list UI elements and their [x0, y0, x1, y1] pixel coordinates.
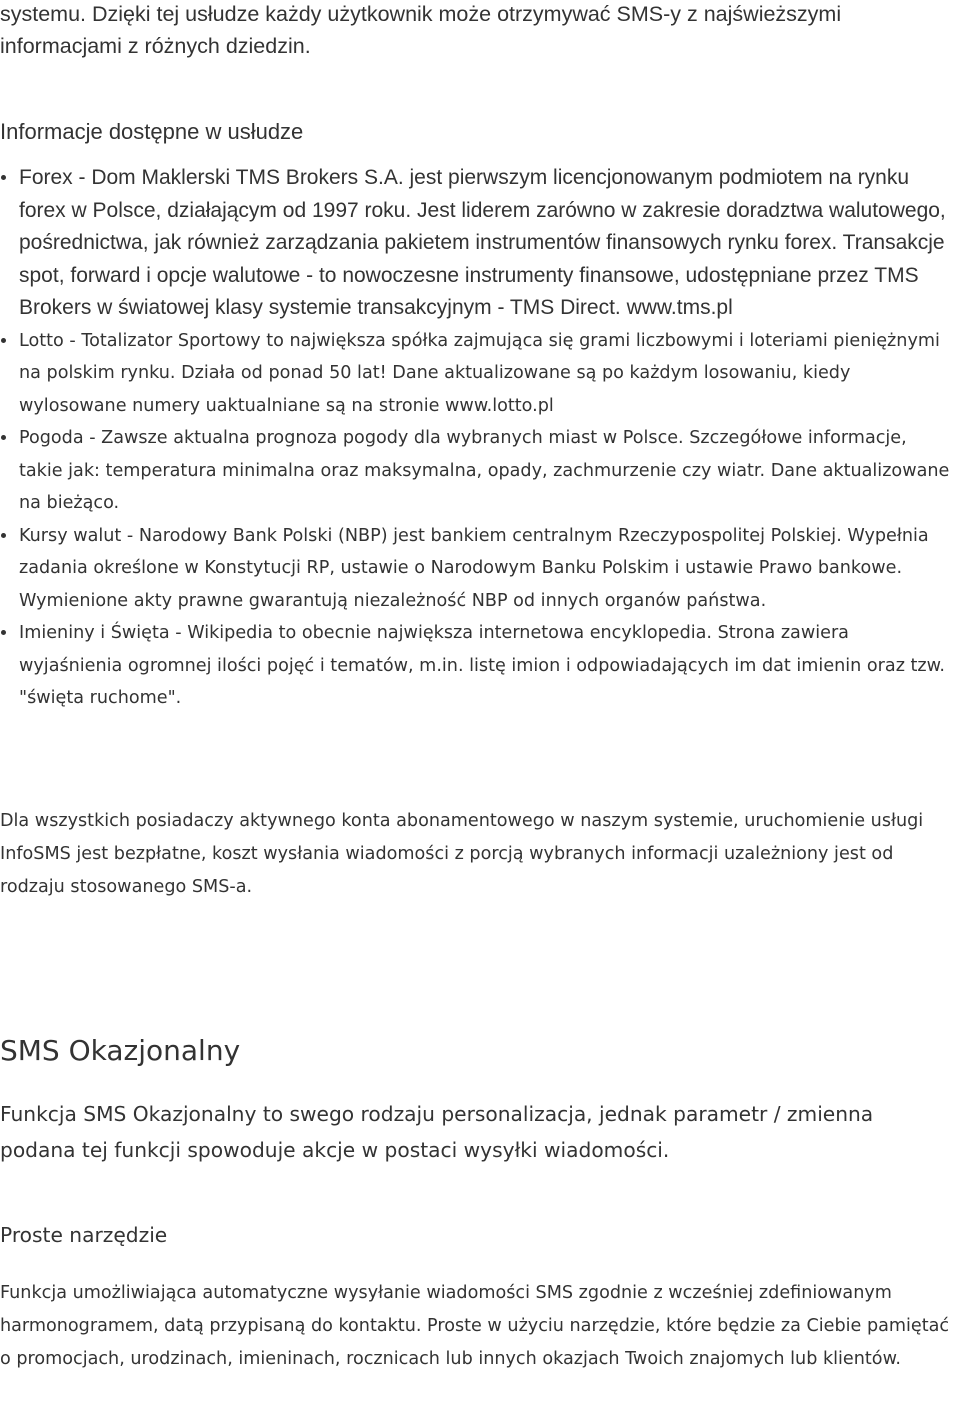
- bullet-icon: [1, 533, 6, 538]
- list-item-kursy-walut: [0, 520, 950, 618]
- proste-narzedzie-text: Funkcja umożliwiająca automatyczne wysyłanie wiadomości SMS zgodnie z wcześniej zdefiniowanym harmonogramem, datą przypisaną do kontaktu. Proste w użyciu narzędzie, które będzie za Ciebie pamiętać o promocjach, urodzinach, imieninach, rocznicach lub innych okazjach Twoich znajomych lub klientów.: [0, 1283, 950, 1369]
- list-item-text: Kursy walut - Narodowy Bank Polski (NBP) jest bankiem centralnym Rzeczypospolitej Polskiej. Wypełnia zadania określone w Konstytucji RP, ustawie o Narodowym Banku Polskim i ustawie Prawo bankowe. Wymienione akty prawne gwarantują niezależność NBP od innych organów państwa.: [19, 525, 929, 611]
- sms-okazjonalny-lead: Funkcja SMS Okazjonalny to swego rodzaju personalizacja, jednak parametr / zmienna podana tej funkcji spowoduje akcje w postaci wysyłki wiadomości.: [0, 1102, 874, 1162]
- list-item-text: Lotto - Totalizator Sportowy to największa spółka zajmująca się grami liczbowymi i loteriami pieniężnymi na polskim rynku. Działa od ponad 50 lat! Dane aktualizowane są po każdym losowaniu, kiedy wylosowane numery uaktualniane są na stronie www.lotto.pl: [19, 330, 940, 416]
- proste-narzedzie-title: Proste narzędzie: [0, 1223, 168, 1247]
- services-heading: Informacje dostępne w usłudze: [0, 119, 304, 144]
- bullet-icon: [1, 435, 6, 440]
- list-item-imieniny: [0, 617, 950, 715]
- intro-paragraph: systemu. Dzięki tej usłudze każdy użytkownik może otrzymywać SMS-y z najświeższymi informacjami z różnych dziedzin.: [0, 2, 842, 58]
- infosms-note: Dla wszystkich posiadaczy aktywnego konta abonamentowego w naszym systemie, uruchomienie usługi InfoSMS jest bezpłatne, koszt wysłania wiadomości z porcją wybranych informacji uzależniony jest od rodzaju stosowanego SMS-a.: [0, 811, 924, 897]
- bullet-icon: [1, 175, 6, 180]
- list-item-text: Imieniny i Święta - Wikipedia to obecnie największa internetowa encyklopedia. Strona zawiera wyjaśnienia ogromnej ilości pojęć i tematów, m.in. listę imion i odpowiadających im dat imienin oraz tzw. "święta ruchome".: [19, 623, 946, 708]
- list-item-text: Forex - Dom Maklerski TMS Brokers S.A. jest pierwszym licencjonowanym podmiotem na rynku forex w Polsce, działającym od 1997 roku. Jest liderem zarówno w zakresie doradztwa walutowego, pośrednictwa, jak również zarządzania pakietem instrumentów finansowych rynku forex. Transakcje spot, forward i opcje walutowe - to nowoczesne instrumenty finansowe, udostępniane przez TMS Brokers w światowej klasy systemie transakcyjnym - TMS Direct. www.tms.pl: [19, 166, 946, 319]
- list-item-text: Pogoda - Zawsze aktualna prognoza pogody dla wybranych miast w Polsce. Szczegółowe informacje, takie jak: temperatura minimalna oraz maksymalna, opady, zachmurzenie czy wiatr. Dane aktualizowane na bieżąco.: [19, 428, 950, 513]
- list-item-pogoda: [0, 422, 950, 520]
- services-list: [0, 162, 950, 715]
- sms-okazjonalny-title: SMS Okazjonalny: [0, 1034, 241, 1067]
- list-item-forex: [0, 162, 950, 325]
- bullet-icon: [1, 630, 6, 635]
- list-item-lotto: [0, 325, 950, 423]
- bullet-icon: [1, 338, 6, 343]
